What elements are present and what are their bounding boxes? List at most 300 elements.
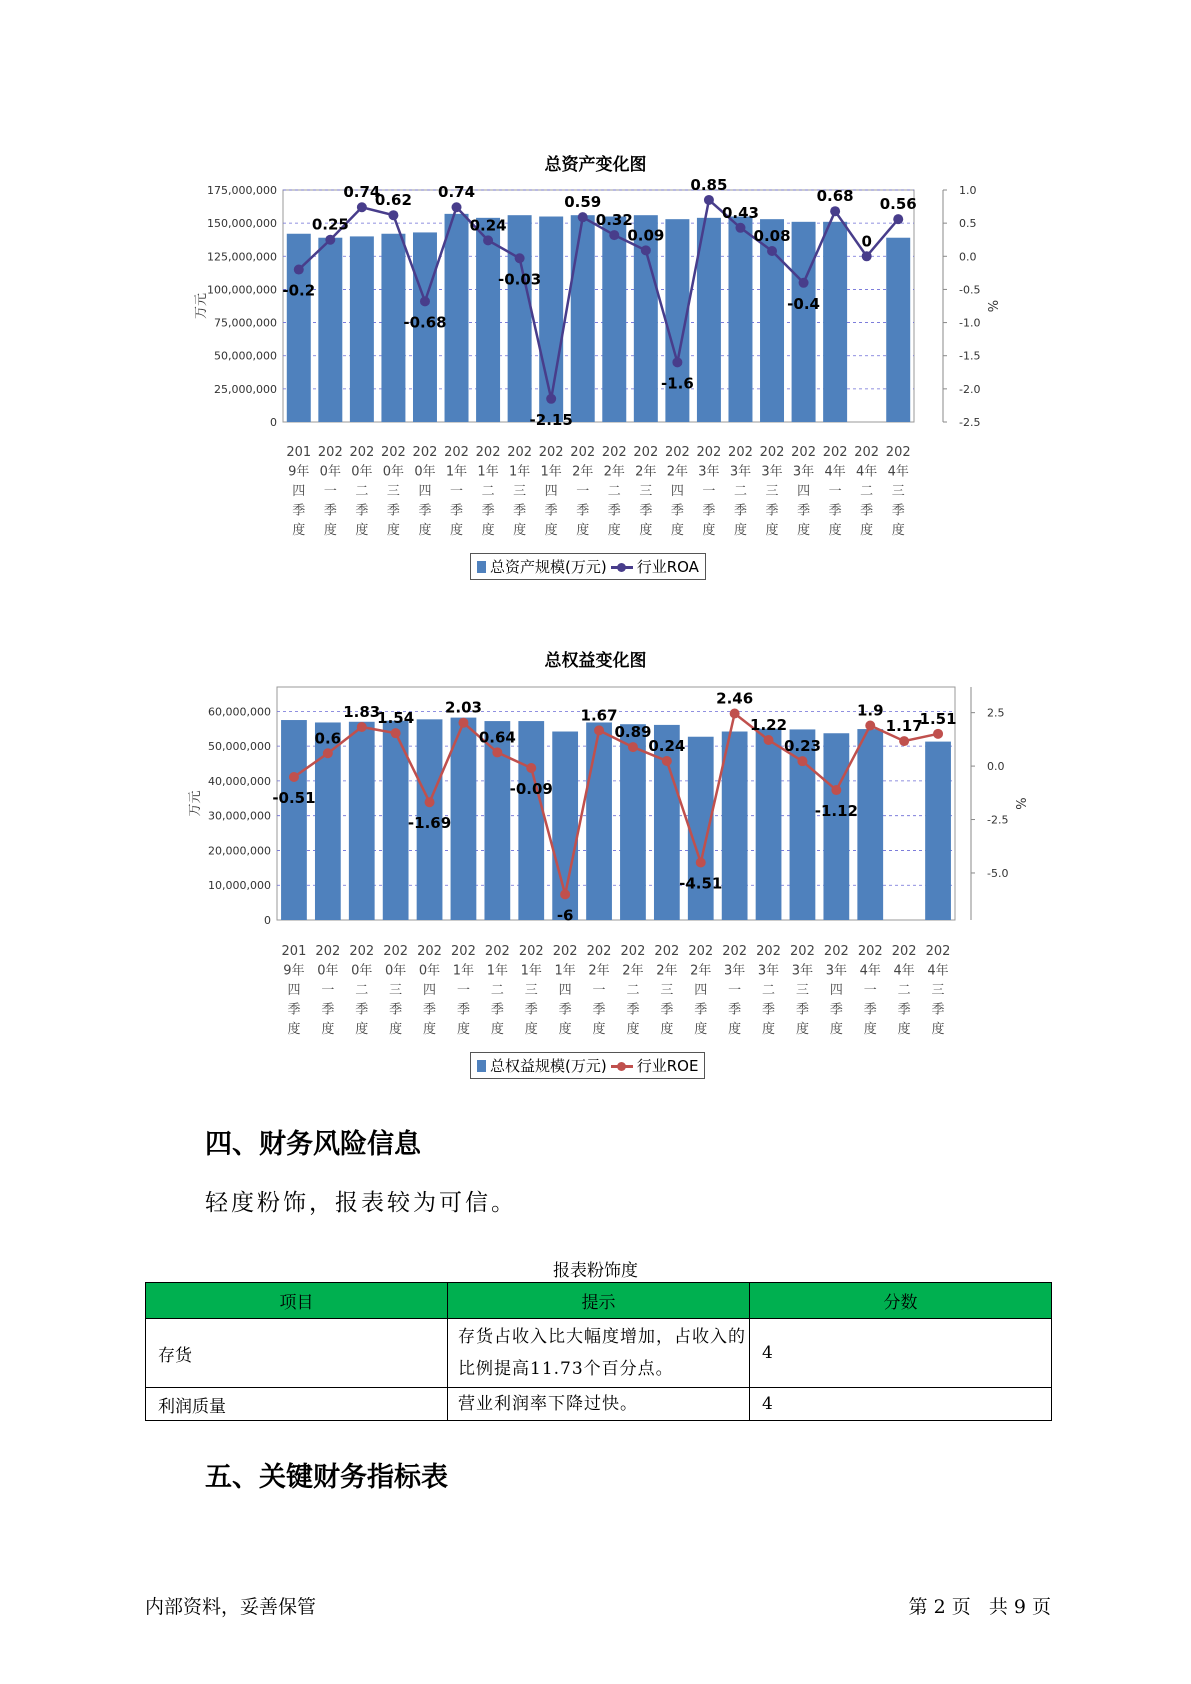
y2-tick-label: -1.5 (959, 349, 981, 363)
y2-tick-label: -2.5 (987, 813, 1009, 827)
x-tick-label: 度 (829, 1022, 843, 1037)
risk-summary: 轻度粉饰，报表较为可信。 (205, 1190, 517, 1216)
bar (349, 722, 375, 920)
x-tick-label: 4年 (859, 963, 881, 979)
x-tick-label: 202 (570, 445, 596, 460)
x-tick-label: 202 (791, 445, 816, 460)
x-tick-label: 季 (728, 1002, 742, 1018)
y2-tick-label: 1.0 (959, 184, 977, 197)
x-tick-label: 202 (383, 944, 409, 959)
x-tick-label: 度 (931, 1022, 945, 1037)
x-tick-label: 三 (639, 484, 653, 499)
chart2-title: 总权益变化图 (544, 651, 647, 671)
x-tick-label: 4年 (893, 963, 915, 979)
x-tick-label: 度 (576, 523, 590, 538)
header-item: 项目 (146, 1283, 448, 1319)
x-tick-label: 季 (456, 1002, 470, 1018)
x-tick-label: 202 (586, 944, 612, 959)
y2-tick-label: -1.0 (959, 316, 981, 330)
x-tick-label: 季 (490, 1002, 504, 1018)
x-tick-label: 度 (287, 1022, 301, 1037)
x-tick-label: 四 (292, 484, 306, 499)
footer-page-number: 第 2 页 共 9 页 (908, 1596, 1051, 1618)
x-tick-label: 三 (386, 484, 400, 499)
x-tick-label: 9年 (288, 464, 310, 480)
x-tick-label: 二 (355, 983, 369, 998)
data-label: 1.17 (885, 717, 923, 736)
x-tick-label: 季 (795, 1002, 809, 1018)
x-tick-label: 季 (660, 1002, 674, 1018)
x-tick-label: 度 (762, 1022, 776, 1037)
x-tick-label: 2年 (588, 963, 610, 979)
line-point (797, 756, 807, 766)
data-label: 0.85 (690, 175, 728, 194)
legend-line-swatch (611, 1060, 633, 1072)
data-label: -4.51 (679, 874, 723, 893)
data-label: 1.67 (580, 706, 618, 725)
y-tick-label: 50,000,000 (214, 349, 277, 363)
x-tick-label: 度 (728, 1022, 742, 1037)
x-tick-label: 度 (481, 523, 495, 538)
table-caption: 报表粉饰度 (553, 1261, 638, 1281)
table-row (146, 1388, 1052, 1421)
x-tick-label: 度 (418, 523, 432, 538)
data-label: 0.62 (374, 191, 412, 210)
x-tick-label: 度 (702, 523, 716, 538)
x-tick-label: 三 (795, 983, 809, 998)
x-tick-label: 度 (797, 523, 811, 538)
y-tick-label: 0 (270, 416, 277, 429)
y-tick-label: 40,000,000 (208, 774, 271, 788)
data-label: -1.12 (814, 802, 858, 821)
footer-left: 内部资料，妥善保管 (145, 1596, 317, 1618)
x-tick-label: 202 (664, 445, 690, 460)
data-label: 0.24 (648, 736, 686, 755)
line-point (526, 763, 536, 773)
y-tick-label: 25,000,000 (214, 382, 277, 396)
line-point (764, 735, 774, 745)
x-tick-label: 季 (670, 503, 684, 519)
x-tick-label: 202 (722, 944, 748, 959)
line-point (323, 748, 333, 758)
line-point (628, 742, 638, 752)
data-label: -0.51 (272, 788, 316, 807)
x-tick-label: 202 (451, 944, 476, 959)
x-tick-label: 202 (412, 445, 438, 460)
data-label: -0.4 (787, 294, 820, 313)
x-tick-label: 3年 (825, 963, 847, 979)
y2-tick-label: -2.5 (959, 416, 981, 429)
line-point (492, 747, 502, 757)
x-tick-label: 季 (891, 503, 905, 519)
x-tick-label: 3年 (698, 464, 720, 480)
data-label: 2.46 (716, 689, 754, 708)
line-point (865, 720, 875, 730)
line-point (458, 718, 468, 728)
header-hint: 提示 (448, 1283, 750, 1319)
y-tick-label: 125,000,000 (207, 250, 277, 264)
x-tick-label: 二 (481, 484, 495, 499)
data-label: 1.9 (856, 701, 884, 720)
x-tick-label: 季 (389, 1002, 403, 1018)
x-tick-label: 度 (765, 523, 779, 538)
y-axis-title: 万元 (194, 292, 209, 320)
x-tick-label: 9年 (283, 963, 305, 979)
x-tick-label: 一 (828, 484, 842, 499)
x-tick-label: 度 (592, 1022, 606, 1037)
line-point (933, 729, 943, 739)
x-tick-label: 1年 (477, 464, 499, 480)
x-tick-label: 202 (925, 944, 951, 959)
x-tick-label: 度 (490, 1022, 504, 1037)
row-item: 存货 (146, 1319, 448, 1388)
x-tick-label: 3年 (729, 464, 752, 480)
y2-axis-title: % (987, 299, 1002, 313)
x-tick-label: 一 (702, 484, 716, 499)
x-tick-label: 4年 (856, 464, 878, 480)
chart2-legend (470, 1052, 705, 1079)
x-tick-label: 0年 (382, 464, 405, 480)
y2-tick-label: 0.0 (987, 760, 1005, 774)
legend-bar-label: 总权益规模(万元) (490, 1057, 607, 1075)
data-label: 0.68 (816, 187, 854, 206)
x-tick-label: 三 (513, 484, 527, 499)
x-tick-label: 季 (386, 503, 400, 519)
x-tick-label: 度 (863, 1022, 877, 1037)
y-tick-label: 175,000,000 (207, 184, 277, 197)
x-tick-label: 4年 (824, 464, 846, 480)
x-tick-label: 度 (860, 523, 874, 538)
x-tick-label: 季 (323, 503, 337, 519)
x-tick-label: 季 (513, 503, 527, 519)
data-label: 1.51 (919, 709, 957, 728)
data-label: 0.23 (783, 737, 821, 756)
x-tick-label: 季 (797, 503, 811, 519)
x-tick-label: 202 (633, 445, 659, 460)
line-point (730, 709, 740, 719)
bar (756, 729, 782, 920)
x-tick-label: 三 (931, 983, 945, 998)
x-tick-label: 202 (507, 445, 533, 460)
y2-tick-label: -0.5 (959, 283, 981, 297)
x-tick-label: 1年 (445, 464, 468, 480)
x-tick-label: 二 (626, 983, 640, 998)
x-tick-label: 度 (423, 1022, 437, 1037)
x-tick-label: 四 (423, 983, 437, 998)
table-row (146, 1319, 1052, 1388)
x-tick-label: 一 (450, 484, 464, 499)
data-label: 0.43 (721, 203, 759, 222)
x-tick-label: 202 (696, 445, 722, 460)
x-tick-label: 季 (450, 503, 464, 519)
x-tick-label: 3年 (761, 464, 783, 480)
data-label: 0.59 (564, 193, 602, 212)
bar (451, 718, 477, 920)
x-tick-label: 四 (418, 484, 432, 499)
y-tick-label: 50,000,000 (208, 740, 271, 754)
x-tick-label: 202 (654, 944, 680, 959)
x-tick-label: 一 (456, 983, 470, 998)
x-tick-label: 度 (828, 523, 842, 538)
data-label: 0.74 (438, 183, 476, 202)
x-tick-label: 三 (389, 983, 403, 998)
y2-axis-title: % (1015, 797, 1030, 810)
x-tick-label: 二 (490, 983, 504, 998)
row-score: 4 (750, 1319, 1052, 1388)
x-tick-label: 3年 (792, 464, 815, 480)
x-tick-label: 一 (592, 983, 606, 998)
x-tick-label: 季 (931, 1002, 945, 1018)
y-axis-title: 万元 (188, 790, 203, 817)
x-tick-label: 2年 (603, 464, 625, 480)
section5-heading: 五、关键财务指标表 (205, 1462, 448, 1493)
x-tick-label: 0年 (418, 963, 441, 979)
x-tick-label: 季 (355, 503, 369, 519)
x-tick-label: 季 (828, 503, 842, 519)
line-point (425, 797, 435, 807)
data-label: -0.03 (498, 270, 542, 289)
x-tick-label: 度 (292, 523, 306, 538)
chart1-title: 总资产变化图 (544, 155, 647, 175)
x-tick-label: 四 (797, 484, 811, 499)
data-label: 0.56 (879, 195, 917, 214)
data-label: -6 (556, 906, 574, 925)
x-tick-label: 季 (355, 1002, 369, 1018)
line-point (289, 772, 299, 782)
x-tick-label: 201 (281, 944, 307, 959)
line-point (560, 889, 570, 899)
x-tick-label: 0年 (414, 464, 436, 480)
x-tick-label: 季 (733, 503, 747, 519)
y2-tick-label: -5.0 (987, 866, 1009, 880)
x-tick-label: 1年 (486, 963, 508, 979)
y-tick-label: 150,000,000 (207, 217, 277, 231)
x-tick-label: 202 (444, 445, 469, 460)
x-tick-label: 202 (317, 445, 343, 460)
x-tick-label: 2年 (656, 963, 678, 979)
bar (823, 733, 849, 920)
line-point (899, 736, 909, 746)
line-point (391, 728, 401, 738)
x-tick-label: 季 (544, 503, 558, 519)
line-point (594, 725, 604, 735)
x-tick-label: 四 (287, 983, 301, 998)
x-tick-label: 202 (857, 944, 883, 959)
x-tick-label: 1年 (540, 464, 562, 480)
x-tick-label: 季 (829, 1002, 843, 1018)
risk-table (145, 1282, 1052, 1421)
x-tick-label: 四 (544, 484, 558, 499)
x-tick-label: 度 (670, 523, 684, 538)
data-label: 0 (861, 232, 872, 251)
x-tick-label: 度 (607, 523, 621, 538)
x-tick-label: 202 (620, 944, 646, 959)
row-hint: 存货占收入比大幅度增加，占收入的比例提高11.73个百分点。 (448, 1319, 750, 1388)
x-tick-label: 三 (524, 983, 538, 998)
x-tick-label: 一 (321, 983, 335, 998)
legend-bar-label: 总资产规模(万元) (490, 558, 607, 576)
line-point (831, 785, 841, 795)
x-tick-label: 201 (286, 445, 312, 460)
section4-heading: 四、财务风险信息 (205, 1129, 421, 1160)
bar (586, 722, 612, 920)
data-label: -0.2 (282, 281, 316, 300)
x-tick-label: 度 (513, 523, 527, 538)
x-tick-label: 202 (349, 944, 375, 959)
data-label: 1.54 (377, 709, 415, 728)
x-tick-label: 202 (484, 944, 510, 959)
data-label: 0.6 (314, 729, 342, 748)
x-tick-label: 二 (355, 484, 369, 499)
y2-tick-label: 2.5 (987, 706, 1005, 720)
x-tick-label: 季 (702, 503, 716, 519)
bar (722, 732, 748, 920)
data-label: 0.89 (614, 723, 652, 742)
x-tick-label: 度 (660, 1022, 674, 1037)
x-tick-label: 2年 (635, 464, 657, 480)
x-tick-label: 四 (829, 983, 843, 998)
y-tick-label: 10,000,000 (208, 879, 271, 893)
x-tick-label: 202 (823, 944, 849, 959)
data-label: 0.24 (469, 216, 507, 235)
x-tick-label: 3年 (791, 963, 814, 979)
x-tick-label: 季 (321, 1002, 335, 1018)
x-tick-label: 度 (626, 1022, 640, 1037)
x-tick-label: 度 (733, 523, 747, 538)
bar (925, 742, 951, 920)
x-tick-label: 度 (323, 523, 337, 538)
x-tick-label: 1年 (554, 963, 576, 979)
x-tick-label: 季 (639, 503, 653, 519)
y-tick-label: 75,000,000 (214, 316, 277, 330)
y2-tick-label: -2.0 (959, 382, 981, 396)
data-label: 0.74 (343, 183, 381, 202)
x-tick-label: 度 (450, 523, 464, 538)
y2-tick-label: 0.5 (959, 217, 977, 231)
bar (518, 721, 544, 920)
data-label: 2.03 (444, 698, 482, 717)
x-tick-label: 度 (897, 1022, 911, 1037)
y-tick-label: 30,000,000 (208, 809, 271, 823)
x-tick-label: 三 (765, 484, 779, 499)
x-tick-label: 202 (552, 944, 578, 959)
x-tick-label: 202 (475, 445, 501, 460)
data-label: 0.64 (478, 728, 516, 747)
x-tick-label: 202 (759, 445, 785, 460)
x-tick-label: 0年 (351, 963, 373, 979)
x-tick-label: 二 (762, 983, 776, 998)
x-tick-label: 季 (897, 1002, 911, 1018)
x-tick-label: 度 (524, 1022, 538, 1037)
header-score: 分数 (750, 1283, 1052, 1319)
data-label: 1.22 (750, 716, 788, 735)
x-tick-label: 度 (321, 1022, 335, 1037)
x-tick-label: 202 (601, 445, 627, 460)
x-tick-label: 1年 (520, 963, 542, 979)
x-tick-label: 度 (389, 1022, 403, 1037)
x-tick-label: 季 (762, 1002, 776, 1018)
x-tick-label: 度 (795, 1022, 809, 1037)
x-tick-label: 度 (694, 1022, 708, 1037)
table-header-row (146, 1283, 1052, 1319)
x-tick-label: 季 (860, 503, 874, 519)
x-tick-label: 202 (728, 445, 753, 460)
x-tick-label: 季 (765, 503, 779, 519)
x-tick-label: 季 (576, 503, 590, 519)
data-label: 0.25 (311, 215, 349, 234)
data-label: -1.69 (407, 814, 452, 833)
x-tick-label: 二 (733, 484, 747, 499)
x-tick-label: 0年 (351, 464, 373, 480)
x-tick-label: 3年 (757, 963, 780, 979)
x-tick-label: 度 (891, 523, 905, 538)
x-tick-label: 202 (790, 944, 815, 959)
x-tick-label: 3年 (724, 963, 746, 979)
x-tick-label: 季 (524, 1002, 538, 1018)
x-tick-label: 度 (456, 1022, 470, 1037)
data-label: 0.32 (595, 211, 633, 230)
x-tick-label: 一 (728, 983, 742, 998)
y-tick-label: 20,000,000 (208, 844, 271, 858)
data-label: 0.08 (753, 226, 791, 245)
line-point (696, 857, 706, 867)
data-label: -2.15 (529, 410, 573, 429)
x-tick-label: 三 (660, 983, 674, 998)
x-tick-label: 一 (863, 983, 877, 998)
x-tick-label: 202 (518, 944, 544, 959)
line-point (662, 756, 672, 766)
x-tick-label: 4年 (887, 464, 909, 480)
x-tick-label: 一 (323, 484, 337, 499)
x-tick-label: 202 (822, 445, 848, 460)
x-tick-label: 202 (381, 445, 406, 460)
x-tick-label: 季 (592, 1002, 606, 1018)
x-tick-label: 1年 (508, 464, 531, 480)
x-tick-label: 度 (355, 523, 369, 538)
x-tick-label: 0年 (385, 963, 407, 979)
x-tick-label: 度 (544, 523, 558, 538)
x-tick-label: 季 (626, 1002, 640, 1018)
x-tick-label: 202 (349, 445, 375, 460)
bar (857, 729, 883, 920)
bar (620, 724, 646, 920)
x-tick-label: 季 (607, 503, 621, 519)
x-tick-label: 202 (885, 445, 911, 460)
x-tick-label: 202 (756, 944, 781, 959)
y-tick-label: 60,000,000 (208, 705, 271, 719)
x-tick-label: 度 (558, 1022, 572, 1037)
x-tick-label: 三 (891, 484, 905, 499)
x-tick-label: 0年 (317, 963, 339, 979)
x-tick-label: 度 (639, 523, 653, 538)
row-score: 4 (750, 1388, 1052, 1421)
x-tick-label: 季 (558, 1002, 572, 1018)
x-tick-label: 202 (315, 944, 341, 959)
y-tick-label: 0 (264, 914, 271, 927)
x-tick-label: 2年 (622, 963, 644, 979)
x-tick-label: 季 (694, 1002, 708, 1018)
row-item: 利润质量 (146, 1388, 448, 1421)
x-tick-label: 季 (292, 503, 306, 519)
x-tick-label: 1年 (452, 963, 475, 979)
data-label: -0.09 (509, 780, 553, 799)
x-tick-label: 2年 (690, 963, 712, 979)
x-tick-label: 二 (860, 484, 874, 499)
x-tick-label: 一 (576, 484, 590, 499)
x-tick-label: 季 (418, 503, 432, 519)
x-tick-label: 4年 (927, 963, 949, 979)
data-label: -1.6 (660, 374, 694, 393)
